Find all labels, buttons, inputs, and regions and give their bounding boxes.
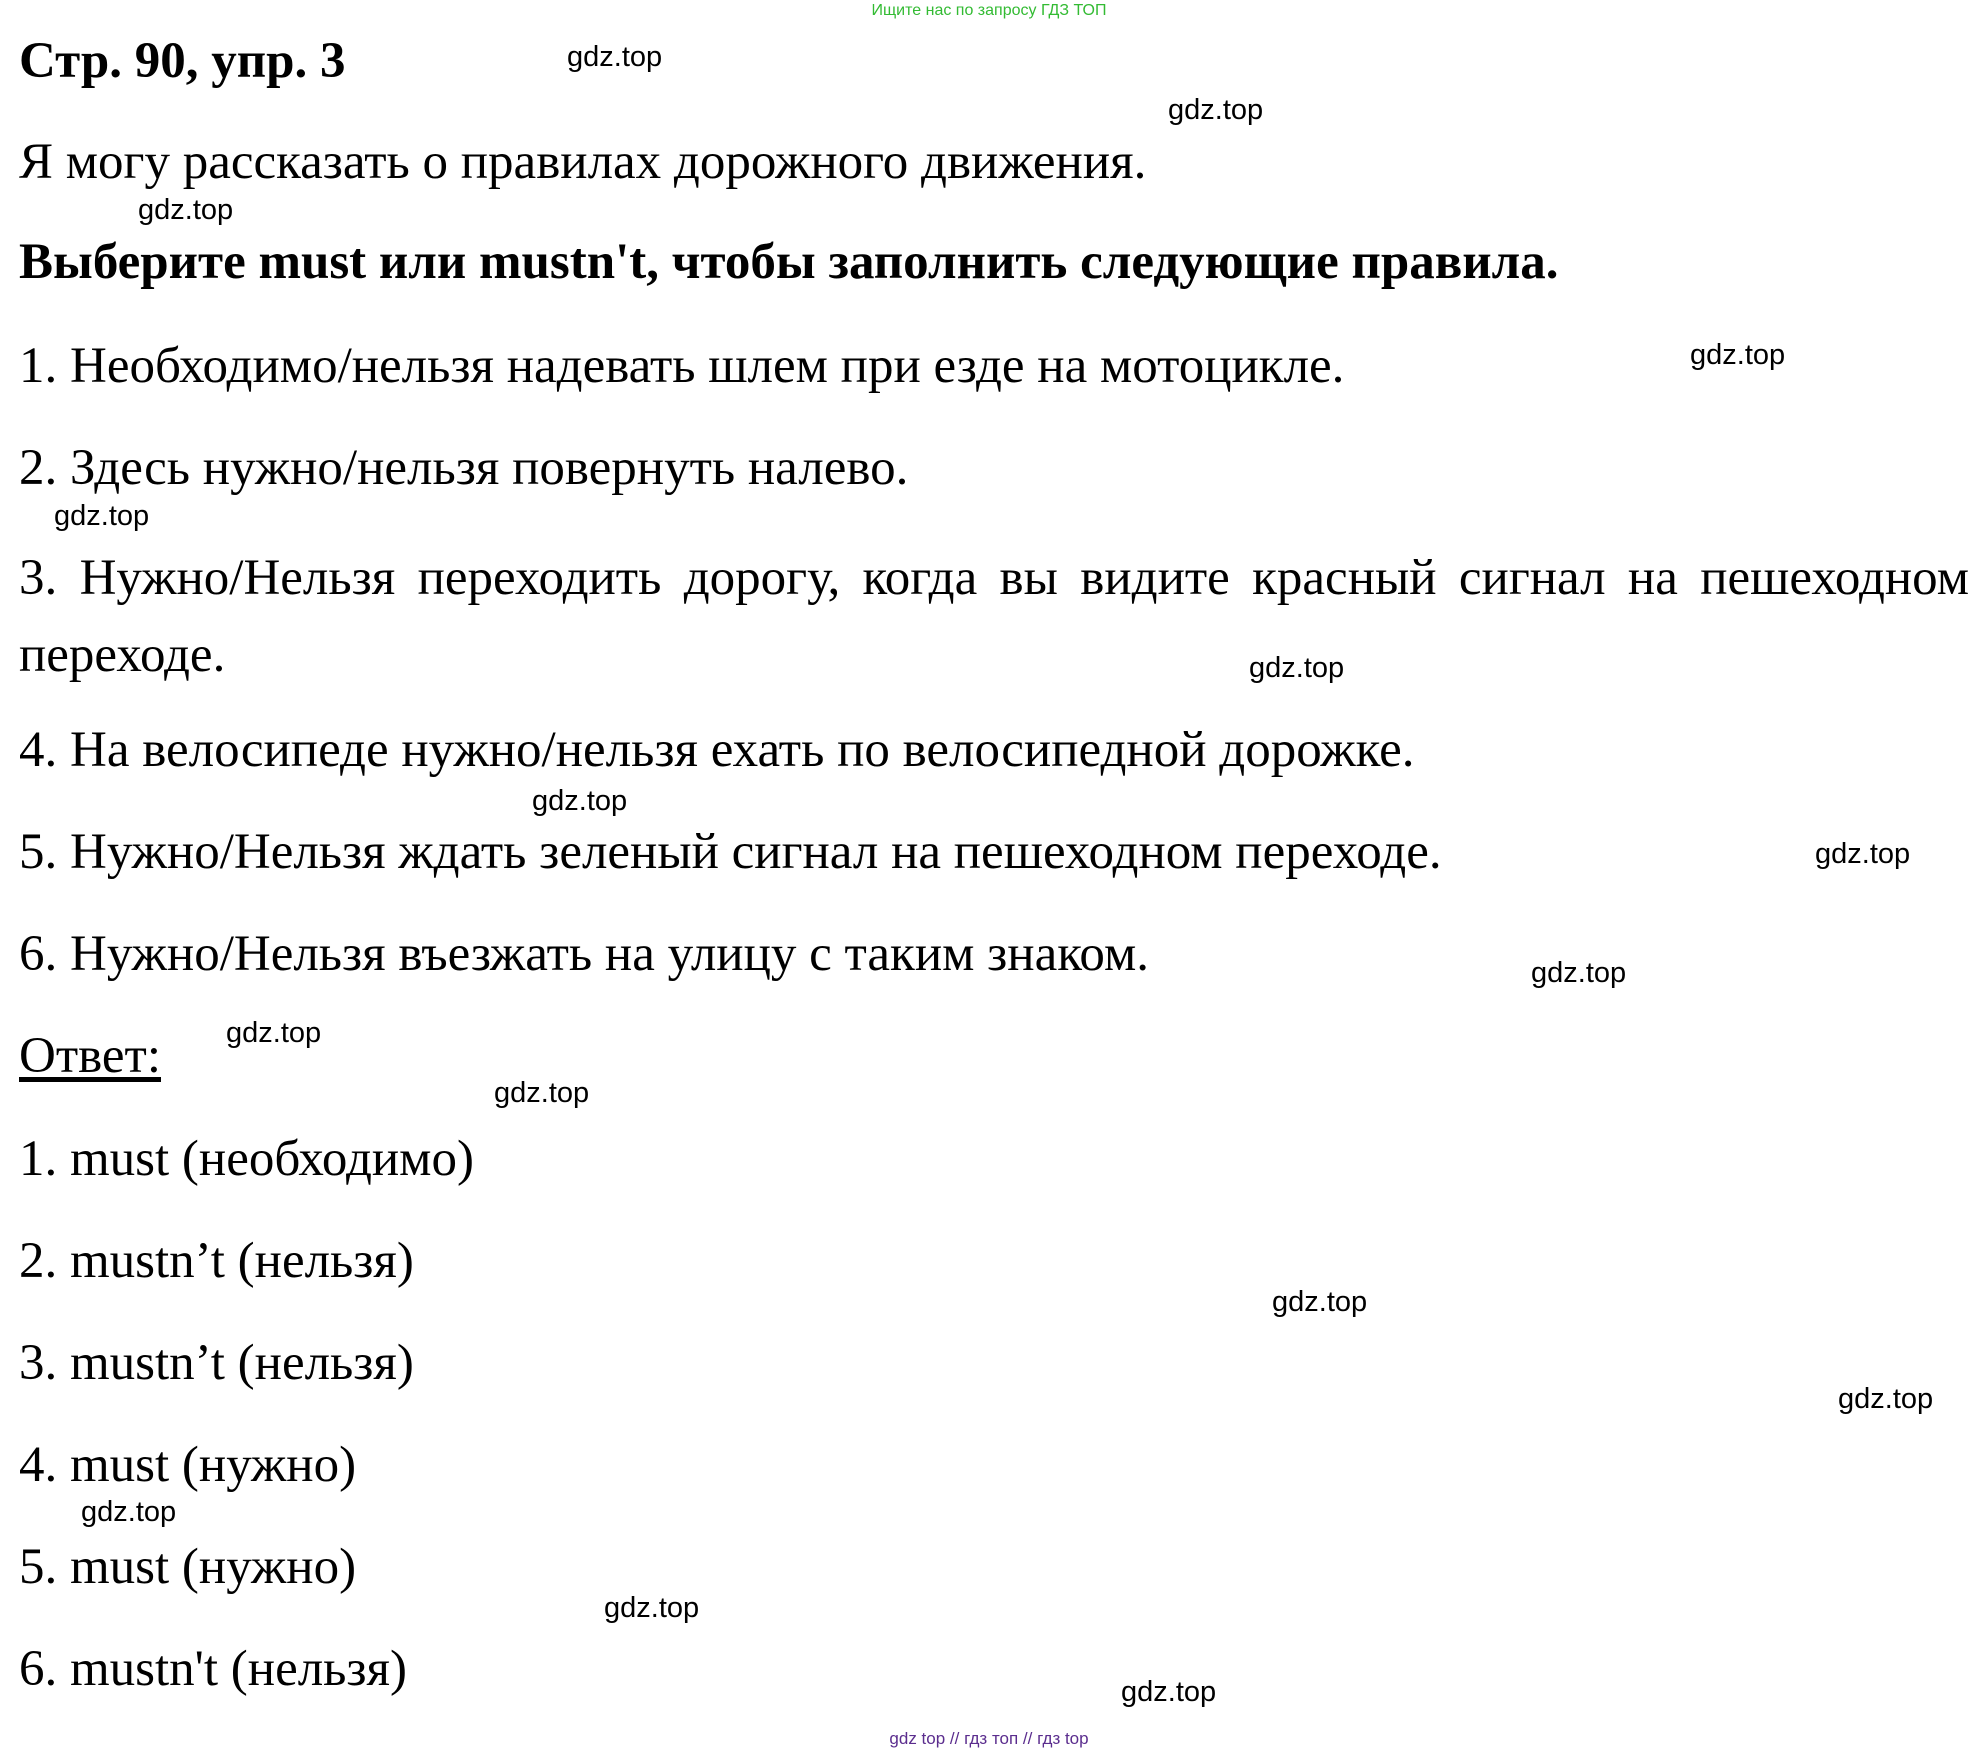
top-banner: Ищите нас по запросу ГДЗ ТОП: [871, 2, 1107, 19]
task-instruction: Выберите must или mustn't, чтобы заполнить следующие правила.: [19, 234, 1559, 290]
answer-item-6: 6. mustn't (нельзя): [19, 1641, 408, 1697]
watermark: gdz.top: [532, 785, 628, 817]
watermark: gdz.top: [1690, 339, 1786, 371]
answer-item-4: 4. must (нужно): [19, 1437, 357, 1493]
answer-label: Ответ:: [19, 1028, 161, 1084]
answer-item-3: 3. mustn’t (нельзя): [19, 1335, 414, 1391]
watermark: gdz.top: [1815, 838, 1911, 870]
answer-item-1: 1. must (необходимо): [19, 1131, 474, 1187]
watermark: gdz.top: [138, 194, 234, 226]
page-title: Стр. 90, упр. 3: [19, 33, 346, 89]
answer-item-2: 2. mustn’t (нельзя): [19, 1233, 414, 1289]
watermark: gdz.top: [226, 1017, 322, 1049]
watermark: gdz.top: [604, 1592, 700, 1624]
exercise-item-1: 1. Необходимо/нельзя надевать шлем при езде на мотоцикле.: [19, 338, 1345, 394]
intro-text: Я могу рассказать о правилах дорожного движения.: [19, 134, 1147, 190]
exercise-item-4: 4. На велосипеде нужно/нельзя ехать по велосипедной дорожке.: [19, 722, 1415, 778]
exercise-item-2: 2. Здесь нужно/нельзя повернуть налево.: [19, 440, 909, 496]
watermark: gdz.top: [1531, 957, 1627, 989]
exercise-item-3: 3. Нужно/Нельзя переходить дорогу, когда вы видите красный сигнал на пешеходном переходе.: [19, 550, 1969, 683]
watermark: gdz.top: [567, 41, 663, 73]
exercise-item-6: 6. Нужно/Нельзя въезжать на улицу с таким знаком.: [19, 926, 1149, 982]
watermark: gdz.top: [1168, 94, 1264, 126]
watermark: gdz.top: [494, 1077, 590, 1109]
footer-text: gdz top // гдз топ // гдз top: [889, 1729, 1089, 1748]
watermark: gdz.top: [1838, 1383, 1934, 1415]
exercise-item-5: 5. Нужно/Нельзя ждать зеленый сигнал на пешеходном переходе.: [19, 824, 1442, 880]
watermark: gdz.top: [1121, 1676, 1217, 1708]
watermark: gdz.top: [1249, 652, 1345, 684]
watermark: gdz.top: [81, 1496, 177, 1528]
answer-item-5: 5. must (нужно): [19, 1539, 357, 1595]
watermark: gdz.top: [1272, 1286, 1368, 1318]
watermark: gdz.top: [54, 500, 150, 532]
